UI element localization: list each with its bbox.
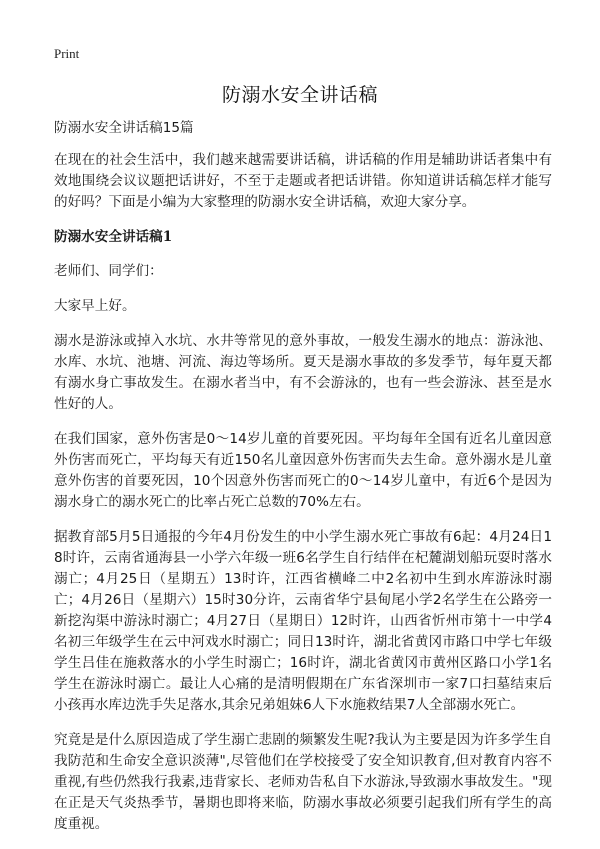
body-paragraph: 溺水是游泳或掉入水坑、水井等常见的意外事故，一般发生溺水的地点：游泳池、水库、水坑、池塘、河流、海边等场所。夏天是溺水事故的多发季节，每年夏天都有溺水身亡事故发生。在溺水者当中，有不会游泳的，也有一些会游泳、甚至是水性好的人。 — [54, 333, 552, 412]
print-link[interactable]: Print — [54, 46, 80, 61]
body-paragraph: 在我们国家，意外伤害是0～14岁儿童的首要死因。平均每年全国有近名儿童因意外伤害而死亡，平均每天有近150名儿童因意外伤害而失去生命。意外溺水是儿童意外伤害的首要死因，10个因意外伤害而死亡的0～14岁儿童中，有近6个是因为溺水身亡的溺水死亡的比率占死亡总数的70%左右。 — [54, 431, 552, 510]
document-title: 防溺水安全讲话稿 — [221, 84, 378, 106]
section-heading: 防溺水安全讲话稿1 — [54, 229, 173, 245]
body-paragraph: 据教育部5月5日通报的今年4月份发生的中小学生溺水死亡事故有6起：4月24日18时许，云南省通海县一小学六年级一班6名学生自行结伴在杞麓湖划船玩耍时落水溺亡；4月25日（星期五）13时许，江西省横峰二中2名初中生到水库游泳时溺亡；4月26日（星期六）15时30分许，云南省华宁县甸尾小学2名学生在公路旁一新挖沟渠中游泳时溺亡；4月27日（星期日）12时许，山西省忻州市第十一中学4名初三年级学生在云中河戏水时溺亡；同日13时许，湖北省黄冈市路口中学七年级学生吕佳在施救落水的小学生时溺亡；16时许，湖北省黄冈市黄州区路口小学1名学生在游泳时溺亡。最让人心痛的是清明假期在广东省深圳市一家7口扫墓结束后小孩再水库边洗手失足落水,其余兄弟姐妹6人下水施救结果7人全部溺水死亡。 — [54, 529, 552, 713]
document-body — [54, 118, 552, 849]
body-paragraph: 究竟是是什么原因造成了学生溺亡悲剧的频繁发生呢?我认为主要是因为许多学生自我防范和生命安全意识淡薄",尽管他们在学校接受了安全知识教育,但对教育内容不重视,有些仍然我行我素,违背家长、老师劝告私自下水游泳,导致溺水事故发生。"现在正是天气炎热季节，暑期也即将来临，防溺水事故必须要引起我们所有学生的高度重视。 — [54, 732, 552, 832]
intro-paragraph: 在现在的社会生活中，我们越来越需要讲话稿，讲话稿的作用是辅助讲话者集中有效地围绕会议议题把话讲好，不至于走题或者把话讲错。你知道讲话稿怎样才能写的好吗？下面是小编为大家整理的防溺水安全讲话稿，欢迎大家分享。 — [54, 152, 552, 210]
greeting-paragraph: 老师们、同学们： — [54, 263, 163, 279]
salutation-paragraph: 大家早上好。 — [54, 298, 136, 314]
document-subtitle: 防溺水安全讲话稿15篇 — [54, 120, 194, 136]
